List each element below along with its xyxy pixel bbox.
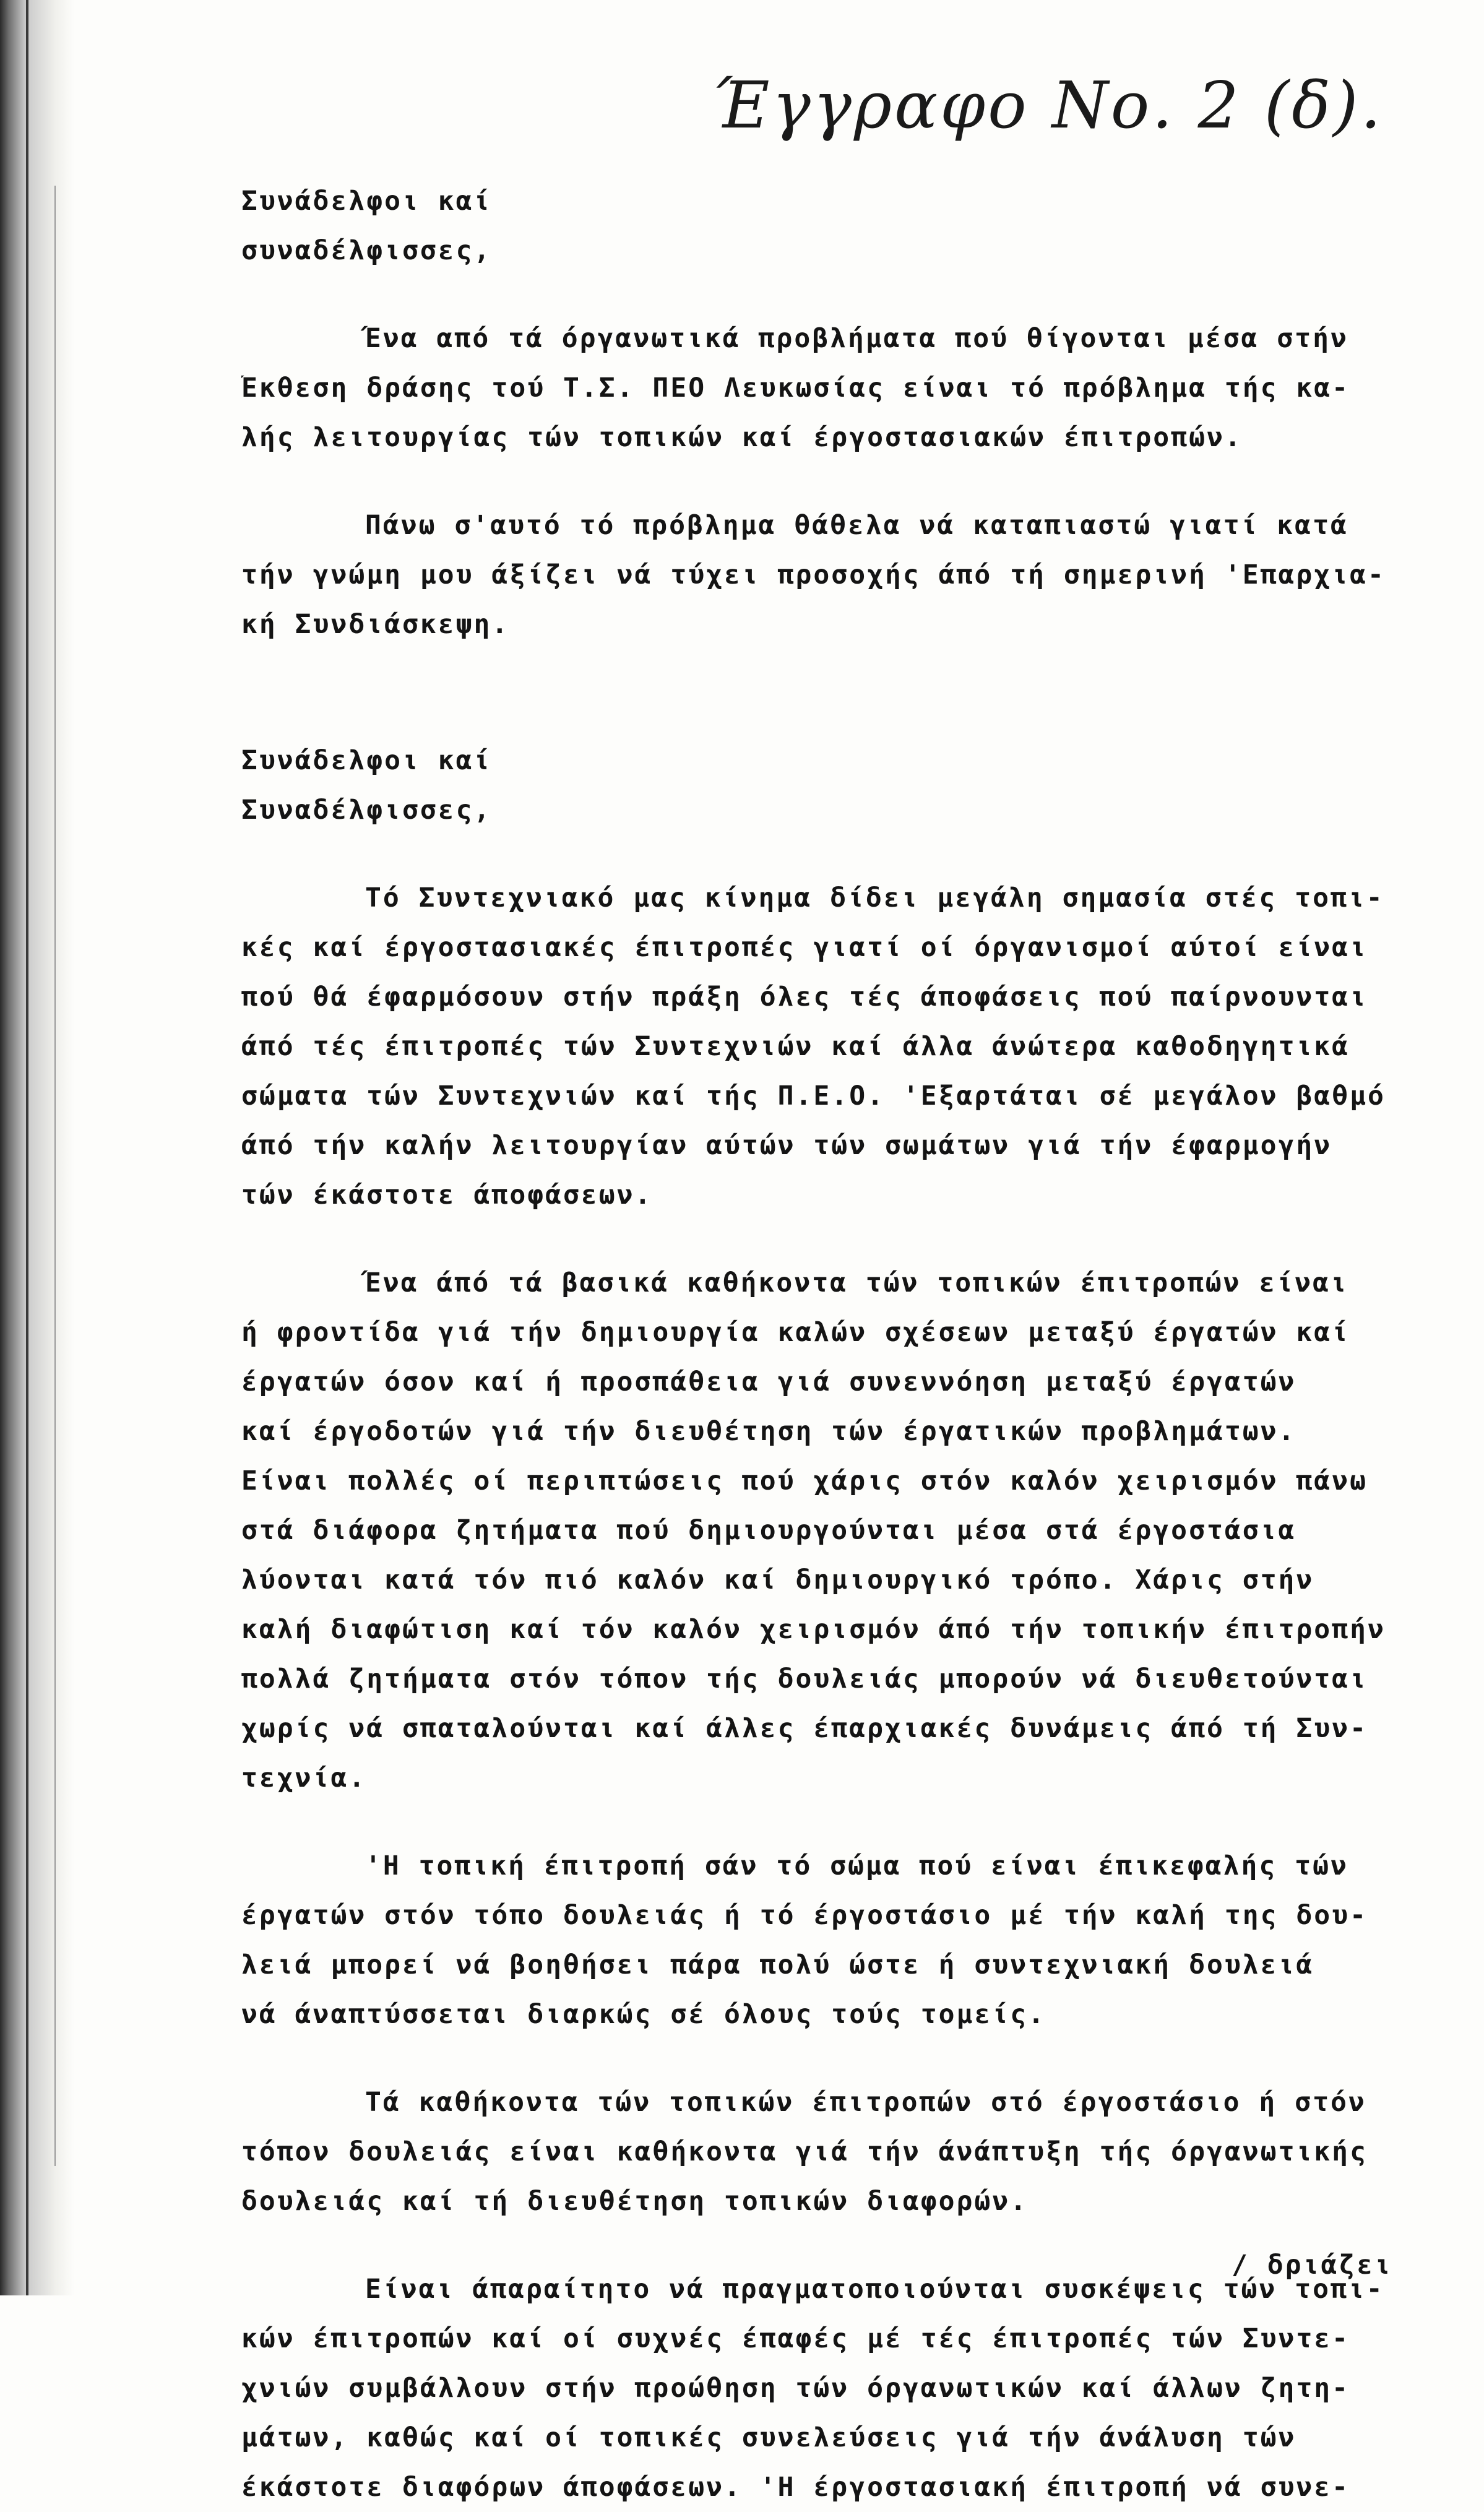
text-line: τών έκάστοτε άποφάσεων. bbox=[241, 1180, 653, 1211]
text-line: λής λειτουργίας τών τοπικών καί έργοστασιακών έπιτροπών. bbox=[241, 422, 1243, 453]
text-line: Τό Συντεχνιακό μας κίνημα δίδει μεγάλη σημασία στές τοπι- bbox=[365, 883, 1384, 913]
text-line: Συνάδελφοι καί bbox=[241, 186, 492, 217]
text-line: έργατών στόν τόπο δουλειάς ή τό έργοστάσιο μέ τήν καλή της δου- bbox=[241, 1900, 1368, 1931]
document-body bbox=[241, 176, 1454, 2512]
text-line: Συναδέλφισσες, bbox=[241, 795, 492, 826]
text-line: έργατών όσον καί ή προσπάθεια γιά συνεννόηση μεταξύ έργατών bbox=[241, 1366, 1296, 1397]
text-line: κών έπιτροπών καί οί συχνές έπαφές μέ τές έπιτροπές τών Συντε- bbox=[241, 2323, 1350, 2354]
text-line: Έκθεση δράσης τού Τ.Σ. ΠΕΟ Λευκωσίας είναι τό πρόβλημα τής κα- bbox=[241, 373, 1350, 404]
paragraph bbox=[241, 314, 1454, 462]
spacer bbox=[241, 2039, 1454, 2078]
text-line: έκάστοτε διαφόρων άποφάσεων. 'Η έργοστασιακή έπιτροπή νά συνε- bbox=[241, 2472, 1350, 2503]
text-line: άπό τές έπιτροπές τών Συντεχνιών καί άλλα άνώτερα καθοδηγητικά bbox=[241, 1031, 1350, 1062]
text-line: καί έργοδοτών γιά τήν διευθέτηση τών έργατικών προβλημάτων. bbox=[241, 1416, 1296, 1447]
spacer bbox=[241, 1220, 1454, 1258]
text-line: συναδέλφισσες, bbox=[241, 235, 492, 266]
text-line: τόπον δουλειάς είναι καθήκοντα γιά τήν άνάπτυξη τής όργανωτικής bbox=[241, 2136, 1368, 2167]
text-line: Τά καθήκοντα τών τοπικών έπιτροπών στό έργοστάσιο ή στόν bbox=[365, 2087, 1366, 2118]
spacer bbox=[241, 1803, 1454, 1841]
paragraph bbox=[241, 2264, 1454, 2512]
salutation bbox=[241, 176, 1454, 275]
text-line: τήν γνώμη μου άξίζει νά τύχει προσοχής άπό τή σημερινή 'Επαρχια- bbox=[241, 559, 1386, 590]
text-line: μάτων, καθώς καί οί τοπικές συνελεύσεις γιά τήν άνάλυση τών bbox=[241, 2422, 1296, 2453]
text-line: λύονται κατά τόν πιό καλόν καί δημιουργικό τρόπο. Χάρις στήν bbox=[241, 1565, 1314, 1595]
text-line: δουλειάς καί τή διευθέτηση τοπικών διαφορών. bbox=[241, 2186, 1029, 2217]
paragraph bbox=[241, 2078, 1454, 2226]
text-line: 'Η τοπική έπιτροπή σάν τό σώμα πού είναι έπικεφαλής τών bbox=[365, 1850, 1348, 1881]
page-continuation-word: / δριάζει bbox=[1232, 2250, 1392, 2281]
paragraph bbox=[241, 1258, 1454, 1803]
text-line: νά άναπτύσσεται διαρκώς σέ όλους τούς τομείς. bbox=[241, 1999, 1046, 2030]
salutation bbox=[241, 736, 1454, 835]
text-line: άπό τήν καλήν λειτουργίαν αύτών τών σωμάτων γιά τήν έφαρμογήν bbox=[241, 1130, 1332, 1161]
text-line: χωρίς νά σπαταλούνται καί άλλες έπαρχιακές δυνάμεις άπό τή Συν- bbox=[241, 1713, 1368, 1744]
paragraph bbox=[241, 501, 1454, 649]
paragraph bbox=[241, 873, 1454, 1220]
spacer bbox=[241, 275, 1454, 314]
text-line: Είναι πολλές οί περιπτώσεις πού χάρις στόν καλόν χειρισμόν πάνω bbox=[241, 1465, 1368, 1496]
scan-edge-shadow bbox=[0, 0, 74, 2295]
spacer bbox=[241, 835, 1454, 873]
text-line: Ένα άπό τά βασικά καθήκοντα τών τοπικών έπιτροπών είναι bbox=[365, 1267, 1348, 1298]
text-line: σώματα τών Συντεχνιών καί τής Π.Ε.Ο. 'Εξαρτάται σέ μεγάλον βαθμό bbox=[241, 1081, 1386, 1111]
scan-binding-line-faint bbox=[54, 186, 56, 2166]
text-line: Ένα από τά όργανωτικά προβλήματα πού θίγονται μέσα στήν bbox=[365, 323, 1348, 354]
text-line: κές καί έργοστασιακές έπιτροπές γιατί οί όργανισμοί αύτοί είναι bbox=[241, 932, 1368, 963]
text-line: τεχνία. bbox=[241, 1763, 367, 1793]
text-line: Είναι άπαραίτητο νά πραγματοποιούνται συσκέψεις τών τοπι- bbox=[365, 2274, 1384, 2305]
spacer bbox=[241, 462, 1454, 501]
text-line: Πάνω σ'αυτό τό πρόβλημα θάθελα νά καταπιαστώ γιατί κατά bbox=[365, 510, 1348, 541]
handwritten-document-number: Έγγραφο Νο. 2 (δ). bbox=[712, 67, 1384, 143]
scan-binding-line bbox=[26, 0, 28, 2295]
spacer bbox=[241, 649, 1454, 736]
text-line: στά διάφορα ζητήματα πού δημιουργούνται μέσα στά έργοστάσια bbox=[241, 1515, 1296, 1546]
text-line: χνιών συμβάλλουν στήν προώθηση τών όργανωτικών καί άλλων ζητη- bbox=[241, 2373, 1350, 2404]
text-line: πού θά έφαρμόσουν στήν πράξη όλες τές άποφάσεις πού παίρνουνται bbox=[241, 982, 1368, 1012]
text-line: ή φροντίδα γιά τήν δημιουργία καλών σχέσεων μεταξύ έργατών καί bbox=[241, 1317, 1350, 1348]
text-line: λειά μπορεί νά βοηθήσει πάρα πολύ ώστε ή συντεχνιακή δουλειά bbox=[241, 1949, 1314, 1980]
text-line: κή Συνδιάσκεψη. bbox=[241, 609, 510, 640]
paragraph bbox=[241, 1841, 1454, 2039]
text-line: καλή διαφώτιση καί τόν καλόν χειρισμόν άπό τήν τοπικήν έπιτροπήν bbox=[241, 1614, 1386, 1645]
text-line: πολλά ζητήματα στόν τόπον τής δουλειάς μπορούν νά διευθετούνται bbox=[241, 1664, 1368, 1694]
text-line: Συνάδελφοι καί bbox=[241, 745, 492, 776]
